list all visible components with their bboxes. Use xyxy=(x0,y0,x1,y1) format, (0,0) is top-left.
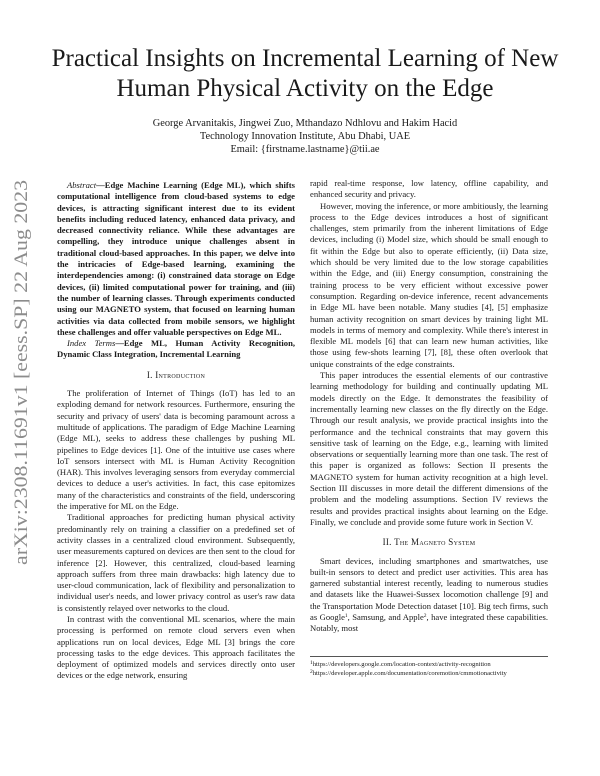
author-block xyxy=(40,117,570,156)
paper-title xyxy=(40,44,570,104)
footnote-1-url: https://developers.google.com/location-context/activity-recognition xyxy=(312,661,491,668)
title-line-2: Human Physical Activity on the Edge xyxy=(116,75,494,102)
para4-part-a: Smart devices, including smartphones and smartwatches, use built-in sensors to detect and predict user activities. This area has garnered substantial interest recently, leading to numerous studies and datasets like the Huawei-Sussex locomotion challenge [9] and the Transportation Mode Detection dataset [10]. Big tech firms, such as Google xyxy=(310,555,548,622)
arxiv-stamp-text: arXiv:2308.11691v1 [eess.SP] 22 Aug 2023 xyxy=(11,230,32,565)
right-paragraph-4 xyxy=(310,556,548,635)
footnote-1 xyxy=(310,660,548,669)
footnote-2-url: https://developer.apple.com/documentation/coremotion/cmmotionactivity xyxy=(312,670,507,677)
section-heading-magneto: II. The Magneto System xyxy=(382,537,476,548)
abstract-text: —Edge Machine Learning (Edge ML), which shifts computational intelligence from cloud-based systems to edge devices, is attracting significant interest due to its evident benefits including reduced latency, enhanced data privacy, and decreased connectivity reliance. While these advantages are compelling, they introduce unique challenges absent in traditional cloud-based approaches. In this paper, we delve into the intricacies of Edge-based learning, examining the interdependencies among: (i) constrained data storage on Edge devices, (ii) limited computational power for training, and (iii) the number of learning classes. Through experiments conducted using our MAGNETO system, that focused on learning human activities via data collected from mobile sensors, we highlight these challenges and offer valuable perspectives on Edge ML. xyxy=(57,180,295,337)
footnote-ref-1: 1 xyxy=(344,612,348,619)
intro-paragraph-2: Traditional approaches for predicting human physical activity predominantly rely on training a classifier on a predefined set of activity classes in a centralized cloud environment. Subsequently, user measurements captured on devices are then sent to the cloud for inference [2]. However, this centralized, cloud-based learning approach suffers from three main drawbacks: high latency due to user-cloud communication, lack of flexibility and personalization to individual user's needs, and lower privacy control as user's raw data is consistently relayed over networks to the cloud. xyxy=(57,512,295,613)
intro-paragraph-1: The proliferation of Internet of Things (IoT) has led to an exploding demand for network resources. Furthermore, ensuring the security and privacy of users' data is becoming paramount across a multitude of applications. The paradigm of Edge Machine Learning (Edge ML), seeks to address these challenges by pushing ML pipelines to Edge devices [1]. One of the intuitive use cases where IoT sensors intersect with ML is Human Activity Recognition (HAR). This involves leveraging sensors from everyday commercial devices to deduce a user's activities. In fact, this case epitomizes many of the characteristics and constraints of the field, underscoring the imperative for ML on the Edge. xyxy=(57,388,295,512)
arxiv-stamp xyxy=(0,0,38,776)
right-column xyxy=(310,178,548,635)
email: Email: {firstname.lastname}@tii.ae xyxy=(230,144,380,155)
para4-part-b: , Samsung, and Apple xyxy=(347,611,424,622)
index-terms-text: —Edge ML, Human Activity Recognition, Dynamic Class Integration, Incremental Learning xyxy=(57,338,295,360)
abstract xyxy=(57,180,295,338)
author-names: George Arvanitakis, Jingwei Zuo, Mthandazo Ndhlovu and Hakim Hacid xyxy=(152,118,458,129)
abstract-lead: Abstract xyxy=(67,180,97,190)
index-terms-lead: Index Terms xyxy=(67,338,116,349)
para4-part-c: , have integrated these capabilities. Notably, most xyxy=(310,611,549,634)
index-terms xyxy=(57,338,295,361)
left-column xyxy=(57,180,295,682)
affiliation: Technology Innovation Institute, Abu Dhabi, UAE xyxy=(199,131,411,142)
footnote-2 xyxy=(310,669,548,678)
title-line-1: Practical Insights on Incremental Learning of New xyxy=(51,45,559,72)
right-paragraph-1: rapid real-time response, low latency, offline capability, and enhanced security and privacy. xyxy=(310,178,548,200)
intro-paragraph-3: In contrast with the conventional ML scenarios, where the main processing is performed on remote cloud servers even when applications run on local devices, Edge ML [3] brings the core processing tasks to the edge devices. This approach facilitates the deployment of optimized models and services directly onto user devices or the edge network, ensuring xyxy=(57,613,295,681)
footnotes xyxy=(310,656,548,678)
section-heading-introduction: I. Introduction xyxy=(146,369,206,380)
right-paragraph-3: This paper introduces the essential elements of our contrastive learning methodology for building and continually updating ML models directly on the Edge. It demonstrates the feasibility of incrementally learning new classes on the fly directly on the Edge. Through our result analysis, we provide practical insights into the performance and the technical constraints that may govern this sensitive task of learning on the Edge, e.g., learning with limited observations or sequentially learning more than one task. The rest of this paper is organized as follows: Section II presents the MAGNETO system for human activity recognition at a high level. Section III discusses in more detail the different dimensions of the problem and the modeling assumptions. Section IV reviews the results and provides practical insights about learning on the Edge. Finally, we conclude and provide some future work in Section V. xyxy=(310,370,548,527)
footnote-ref-2: 2 xyxy=(423,612,427,619)
footnote-mark-1: 1 xyxy=(310,660,313,666)
footnote-mark-2: 2 xyxy=(310,669,313,675)
right-paragraph-2: However, moving the inference, or more ambitiously, the learning process to the Edge devices introduces a host of significant challenges, stem primarily from the inherent limitations of Edge devices, including (i) Model size, which should be small enough to fit within the Edge but also to operate efficiently, (ii) Data size, which should be very limited due to the low storage capabilities within the Edge, and (iii) Energy consumption, constraining the training process to be very efficient without excessive power consumption. Regarding on-device inference, recent advancements in Edge ML have been notable. Many studies [4], [5] emphasize human activity recognition on smart devices by training light ML models in terms of memory and complexity. While there's interest in flexible ML models [6] that can learn new human activities, like those using few-shots learning [7], [8], these often overlook that unique constraints of the edge constraints. xyxy=(310,200,548,369)
